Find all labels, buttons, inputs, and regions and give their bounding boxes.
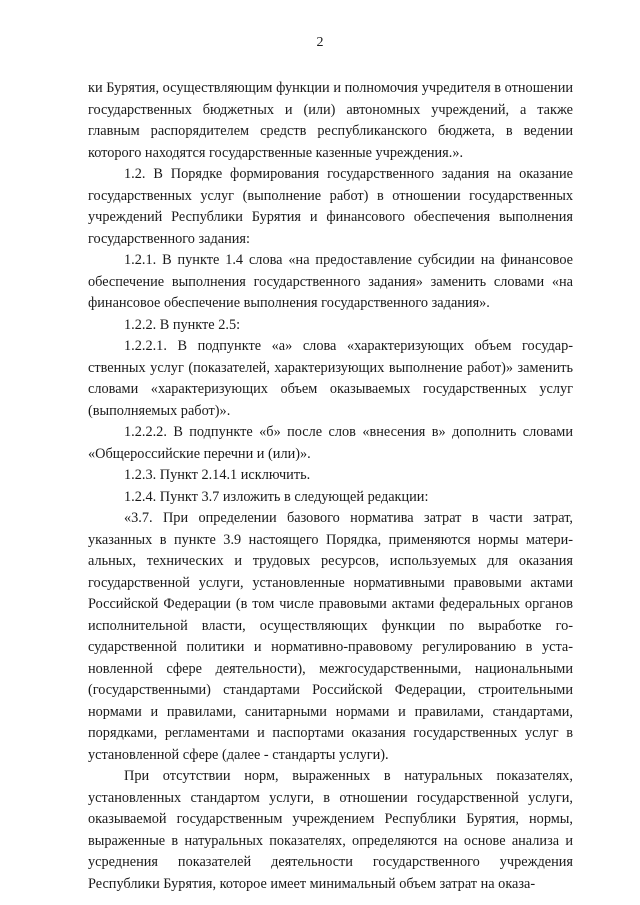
- page-number: 2: [316, 35, 324, 50]
- paragraph-1-2-1: 1.2.1. В пункте 1.4 слова «на предоставление субсидии на финансовое обеспечение выполнения государственного задания» заменить словами «на финансовое обеспечение выполнения государственного задания».: [88, 252, 573, 311]
- paragraph-1-2: 1.2. В Порядке формирования государственного задания на оказание государственных услуг (выполнение работ) в отношении государственных учреждений Республики Бурятия и финансового обеспечения выполнения государственного задания:: [88, 166, 573, 247]
- paragraph-1-2-2: 1.2.2. В пункте 2.5:: [124, 316, 241, 333]
- paragraph-continuation: ки Бурятия, осуществляющим функции и полномочия учредителя в отношении государственных бюджетных и (или) автономных учреждений, а также главным распорядителем средств республиканского бюджета, в ведении которого находятся государственные казенные учреждения.».: [88, 80, 573, 161]
- body-text: [88, 78, 573, 895]
- paragraph-1-2-2-2: 1.2.2.2. В подпункте «б» после слов «внесения в» дополнить словами «Общероссийские перечни и (или)».: [88, 424, 573, 462]
- paragraph-1-2-3: 1.2.3. Пункт 2.14.1 исключить.: [124, 467, 311, 483]
- paragraph-1-2-2-1: 1.2.2.1. В подпункте «а» слова «характеризующих объем государственных услуг (показателей, характеризующих выполнение работ)» заменить словами «характеризующих объем оказываемых государственных услуг (выполняемых работ)».: [88, 338, 573, 419]
- paragraph-no-norms: При отсутствии норм, выраженных в натуральных показателях, установленных стандартом услуги, в отношении государственной услуги, оказываемой государственным учреждением Республики Бурятия, нормы, выраженные в натуральных показателях, определяются на основе анализа и усреднения показателей деятельности государственного учреждения Республики Бурятия, которое имеет минимальный объем затрат на оказа-: [88, 768, 573, 892]
- paragraph-3-7: «3.7. При определении базового норматива затрат в части затрат, указанных в пункте 3.9 настоящего Порядка, применяются нормы материальных, технических и трудовых ресурсов, используемых для оказания государственной услуги, установленные нормативными правовыми актами Российской Федерации (в том числе правовыми актами федеральных органов исполнительной власти, осуществляющих функции по выработке государственной политики и нормативно-правовому регулированию в установленной сфере деятельности), межгосударственными, национальными (государственными) стандартами Российской Федерации, строительными нормами и правилами, санитарными нормами и правилами, стандартами, порядками, регламентами и паспортами оказания государственных услуг в установленной сфере (далее - стандарты услуги).: [88, 510, 573, 763]
- paragraph-1-2-4: 1.2.4. Пункт 3.7 изложить в следующей редакции:: [124, 488, 429, 505]
